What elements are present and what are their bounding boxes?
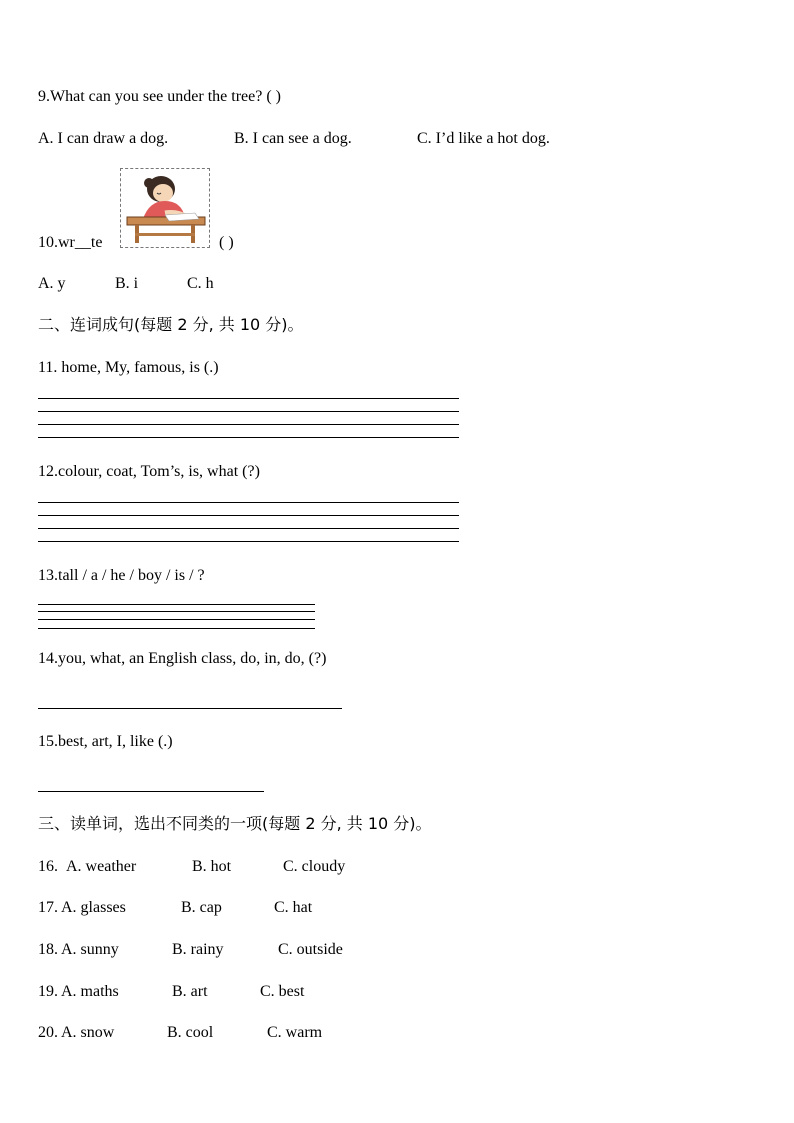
question-19-option-b: B. art: [172, 983, 208, 1000]
answer-line: [38, 515, 459, 516]
question-12-stem: 12.colour, coat, Tom’s, is, what (?): [38, 463, 260, 480]
question-19-number: 19.: [38, 983, 58, 1000]
question-18-option-c: C. outside: [278, 941, 343, 958]
answer-line: [38, 437, 459, 438]
answer-line: [38, 398, 459, 399]
question-16-option-a: A. weather: [66, 858, 137, 875]
answer-line: [38, 791, 264, 792]
question-19-option-a: A. maths: [61, 983, 119, 1000]
answer-line: [38, 611, 315, 612]
question-20-option-b: B. cool: [167, 1024, 214, 1041]
question-17-number: 17.: [38, 899, 58, 916]
answer-line: [38, 604, 315, 605]
question-11-stem: 11. home, My, famous, is (.): [38, 359, 219, 376]
question-17-option-c: C. hat: [274, 899, 313, 916]
answer-line: [38, 708, 342, 709]
question-17-option-b: B. cap: [181, 899, 222, 916]
question-9-option-b: B. I can see a dog.: [234, 130, 352, 147]
question-15-stem: 15.best, art, I, like (.): [38, 733, 173, 750]
question-10-option-a: A. y: [38, 275, 66, 292]
question-9-option-a: A. I can draw a dog.: [38, 130, 169, 147]
answer-line: [38, 619, 315, 620]
question-17-option-a: A. glasses: [61, 899, 126, 916]
question-10-option-b: B. i: [115, 275, 139, 292]
question-10-stem: 10.wr__te: [38, 234, 103, 251]
question-19-option-c: C. best: [260, 983, 305, 1000]
question-13-stem: 13.tall / a / he / boy / is / ?: [38, 567, 205, 584]
girl-writing-illustration: [120, 168, 210, 248]
question-18-option-b: B. rainy: [172, 941, 224, 958]
answer-line: [38, 528, 459, 529]
question-18-number: 18.: [38, 941, 58, 958]
answer-line: [38, 411, 459, 412]
question-20-option-a: A. snow: [61, 1024, 115, 1041]
question-14-stem: 14.you, what, an English class, do, in, do, (?): [38, 650, 327, 667]
section-2-heading: 二、连词成句(每题 2 分, 共 10 分)。: [38, 315, 304, 334]
question-9-option-c: C. I’d like a hot dog.: [417, 130, 550, 147]
question-18-option-a: A. sunny: [61, 941, 119, 958]
question-16-option-b: B. hot: [192, 858, 232, 875]
answer-line: [38, 541, 459, 542]
answer-line: [38, 628, 315, 629]
question-20-number: 20.: [38, 1024, 58, 1041]
question-16-number: 16.: [38, 858, 58, 875]
girl-writing-icon: [121, 169, 209, 247]
question-16-option-c: C. cloudy: [283, 858, 346, 875]
answer-line: [38, 502, 459, 503]
question-10-option-c: C. h: [187, 275, 214, 292]
answer-line: [38, 424, 459, 425]
section-3-heading: 三、读单词，选出不同类的一项(每题 2 分, 共 10 分)。: [38, 814, 432, 833]
question-20-option-c: C. warm: [267, 1024, 323, 1041]
question-9-stem: 9.What can you see under the tree? ( ): [38, 88, 281, 105]
question-10-answer-blank: ( ): [219, 234, 234, 251]
